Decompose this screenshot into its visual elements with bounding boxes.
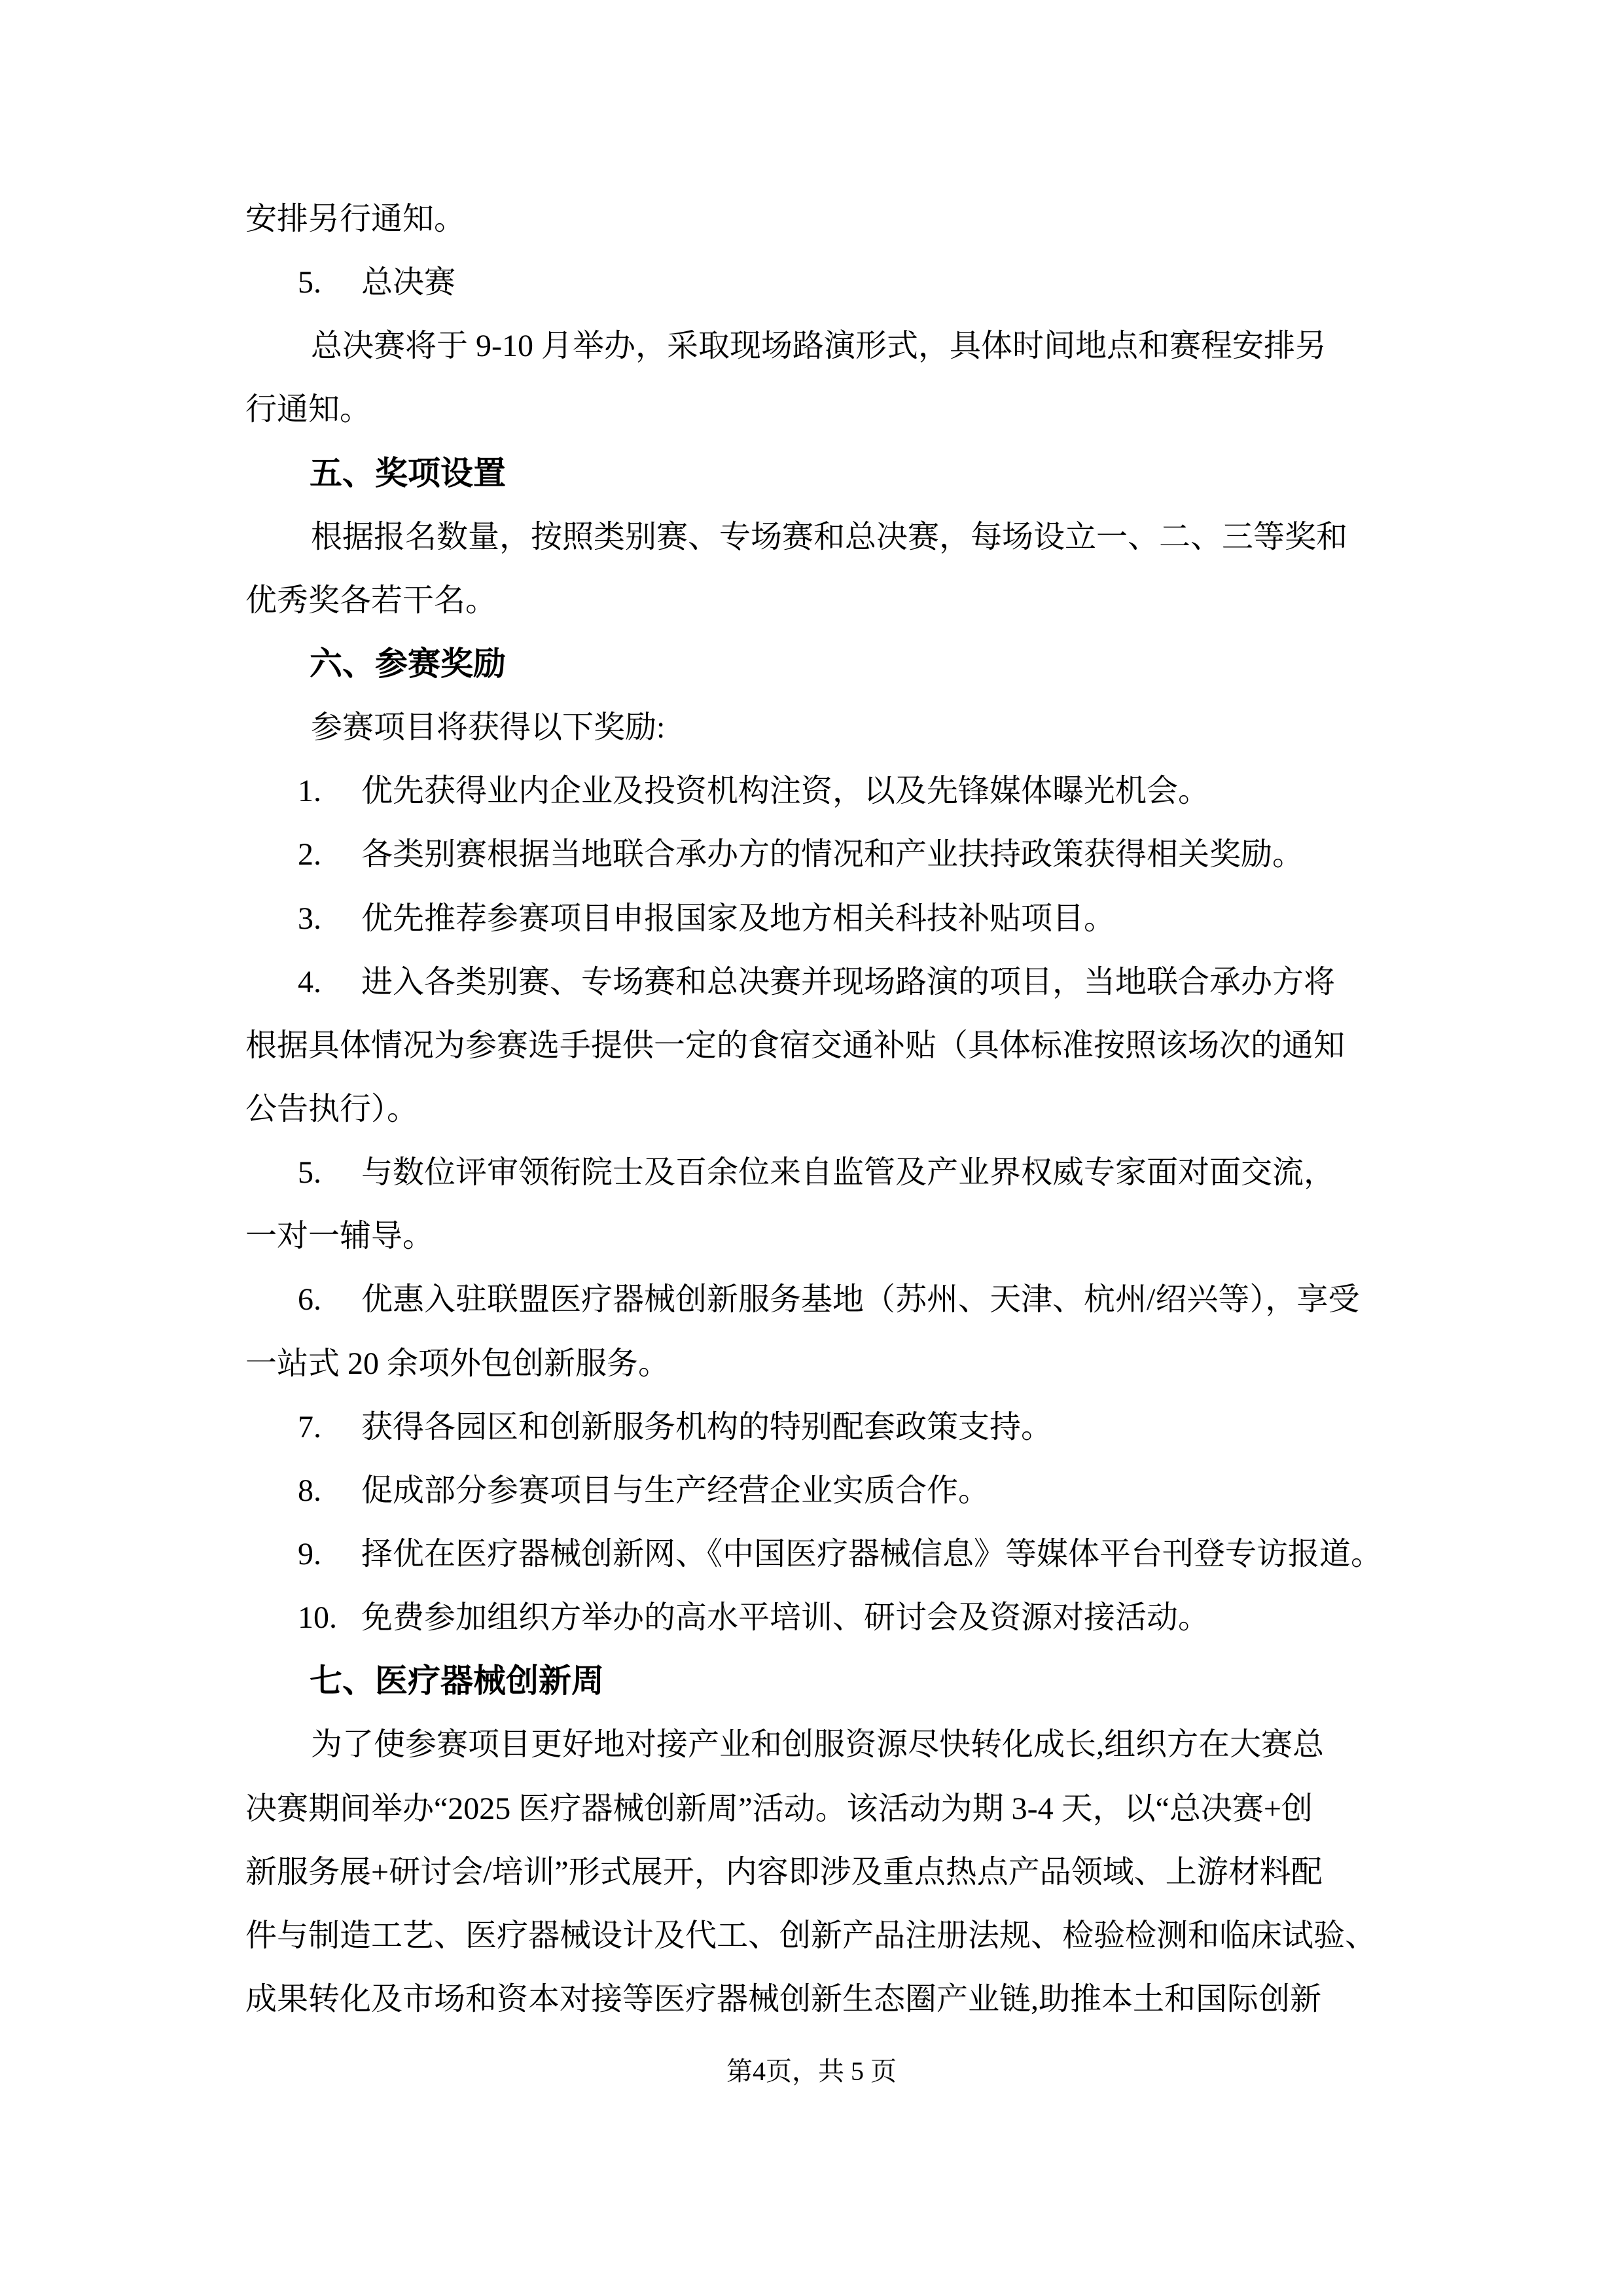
list-text: 优先推荐参赛项目申报国家及地方相关科技补贴项目。 — [361, 901, 1116, 936]
list-text: 获得各园区和创新服务机构的特别配套政策支持。 — [361, 1410, 1053, 1444]
list-marker: 4. — [298, 965, 321, 999]
list-marker: 9. — [298, 1537, 321, 1571]
text-line: 安排另行通知。 — [245, 202, 466, 236]
text-line: 决赛期间举办“2025 医疗器械创新周”活动。该活动为期 3-4 天，以“总决赛+创 — [245, 1791, 1313, 1826]
text-line: 件与制造工艺、医疗器械设计及代工、创新产品注册法规、检验检测和临床试验、 — [245, 1918, 1377, 1953]
text-line: 行通知。 — [245, 392, 372, 427]
list-text: 优惠入驻联盟医疗器械创新服务基地（苏州、天津、杭州/绍兴等），享受 — [361, 1282, 1360, 1317]
list-text: 各类别赛根据当地联合承办方的情况和产业扶持政策获得相关奖励。 — [361, 837, 1304, 872]
list-marker: 6. — [298, 1282, 321, 1317]
list-text: 促成部分参赛项目与生产经营企业实质合作。 — [361, 1473, 990, 1508]
section-heading: 七、医疗器械创新周 — [310, 1662, 604, 1699]
text-line: 一对一辅导。 — [245, 1219, 435, 1253]
list-text: 总决赛 — [361, 265, 456, 300]
list-marker: 5. — [298, 1155, 321, 1190]
text-line: 总决赛将于 9-10 月举办，采取现场路演形式，具体时间地点和赛程安排另 — [311, 329, 1327, 363]
text-line: 优秀奖各若干名。 — [245, 583, 497, 618]
text-line: 为了使参赛项目更好地对接产业和创服资源尽快转化成长,组织方在大赛总 — [311, 1727, 1325, 1762]
list-marker: 10. — [298, 1600, 337, 1635]
list-text: 与数位评审领衔院士及百余位来自监管及产业界权威专家面对面交流， — [361, 1155, 1336, 1190]
section-heading: 五、奖项设置 — [310, 455, 506, 492]
list-marker: 8. — [298, 1473, 321, 1508]
text-line: 公告执行）。 — [245, 1092, 419, 1126]
text-line: 根据具体情况为参赛选手提供一定的食宿交通补贴（具体标准按照该场次的通知 — [245, 1028, 1346, 1063]
section-heading: 六、参赛奖励 — [310, 645, 506, 682]
list-text: 进入各类别赛、专场赛和总决赛并现场路演的项目，当地联合承办方将 — [361, 965, 1336, 999]
document-content — [245, 0, 1383, 2296]
list-marker: 7. — [298, 1410, 321, 1444]
text-line: 成果转化及市场和资本对接等医疗器械创新生态圈产业链,助推本土和国际创新 — [245, 1982, 1322, 2017]
text-line: 根据报名数量，按照类别赛、专场赛和总决赛，每场设立一、二、三等奖和 — [311, 520, 1348, 554]
text-line: 一站式 20 余项外包创新服务。 — [245, 1346, 670, 1381]
list-text: 优先获得业内企业及投资机构注资，以及先锋媒体曝光机会。 — [361, 774, 1210, 808]
list-text: 免费参加组织方举办的高水平培训、研讨会及资源对接活动。 — [361, 1600, 1210, 1635]
list-marker: 2. — [298, 837, 321, 872]
list-marker: 5. — [298, 265, 321, 300]
text-line: 参赛项目将获得以下奖励: — [311, 710, 666, 745]
text-line: 新服务展+研讨会/培训”形式展开，内容即涉及重点热点产品领域、上游材料配 — [245, 1855, 1323, 1890]
page-footer: 第4页，共 5 页 — [726, 2056, 897, 2086]
list-marker: 1. — [298, 774, 321, 808]
list-marker: 3. — [298, 901, 321, 936]
list-text: 择优在医疗器械创新网、《中国医疗器械信息》等媒体平台刊登专访报道。 — [361, 1537, 1383, 1571]
